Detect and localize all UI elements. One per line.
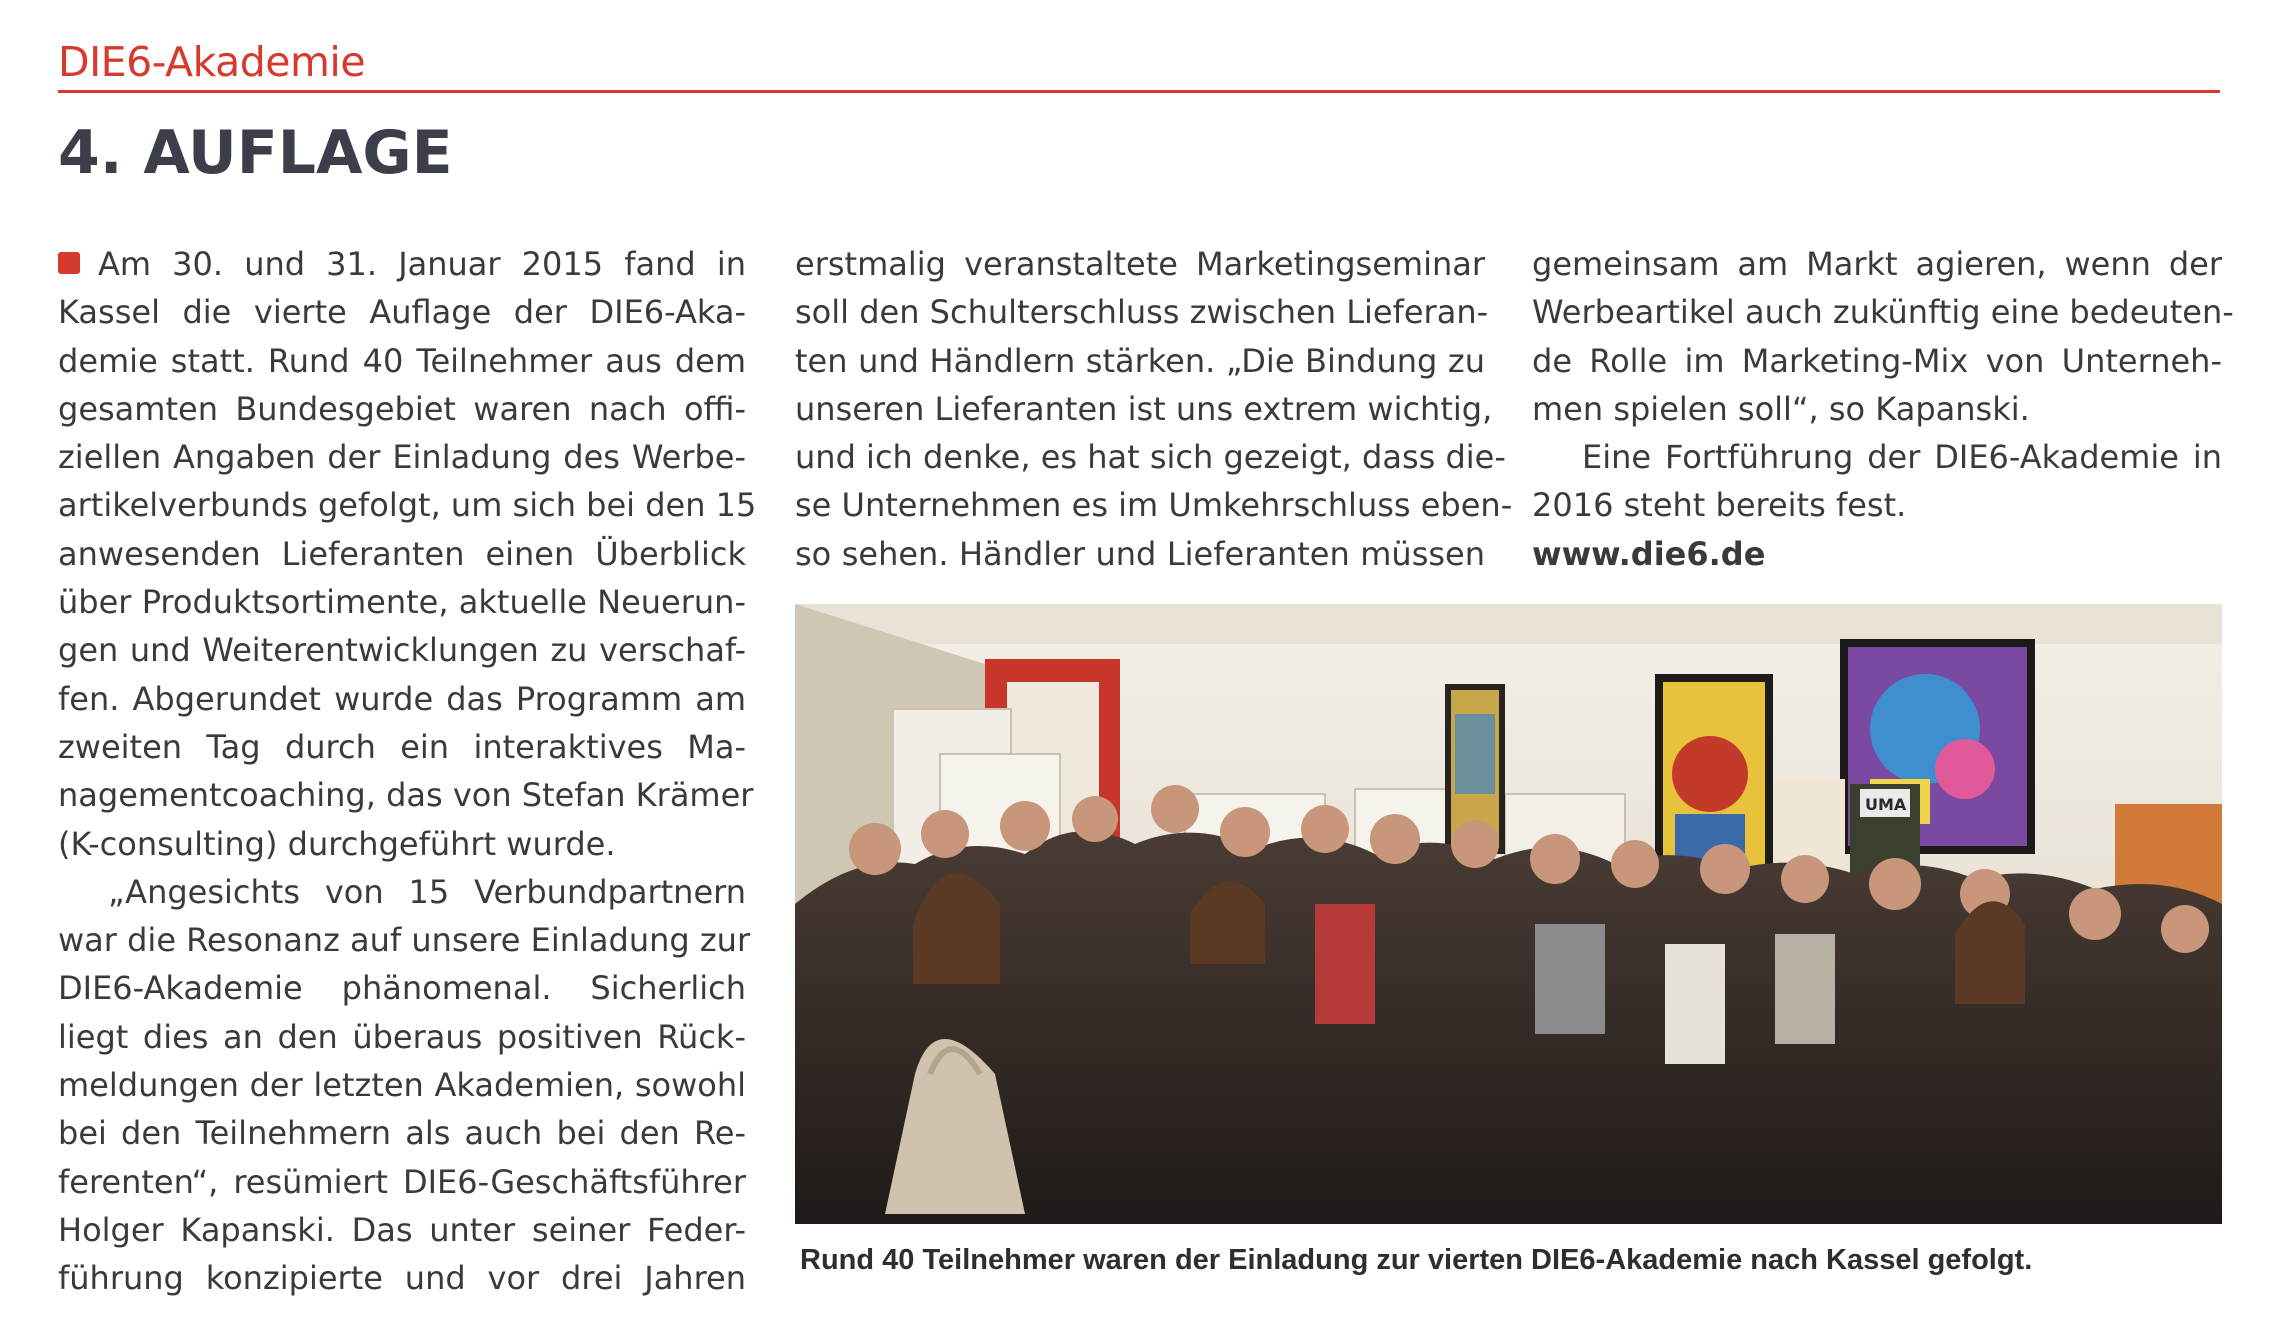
text-line: gesamten Bundesgebiet waren nach offi- [58, 389, 746, 428]
text-line: Werbeartikel auch zukünftig eine bedeuten- [1532, 293, 2234, 332]
text-line: Am 30. und 31. Januar 2015 fand in [58, 240, 746, 288]
text-line: se Unternehmen es im Umkehrschluss eben- [795, 486, 1513, 525]
section-divider [58, 90, 2220, 93]
text-line: bei den Teilnehmern als auch bei den Re- [58, 1114, 746, 1153]
text-line: DIE6-Akademie phänomenal. Sicherlich [58, 969, 746, 1008]
sign-text: UMA [1865, 795, 1907, 814]
text-line: (K-consulting) durchgeführt wurde. [58, 824, 616, 863]
text-line: gen und Weiterentwicklungen zu verschaf- [58, 631, 746, 670]
article-headline: 4. AUFLAGE [58, 118, 453, 188]
text-line: soll den Schulterschluss zwischen Lieferan- [795, 293, 1489, 332]
text-line: demie statt. Rund 40 Teilnehmer aus dem [58, 341, 746, 380]
text-line: meldungen der letzten Akademien, sowohl [58, 1066, 746, 1105]
text-line: erstmalig veranstaltete Marketingseminar [795, 245, 1485, 283]
website-link[interactable]: www.die6.de [1532, 534, 1766, 573]
section-label: DIE6-Akademie [58, 38, 366, 86]
text-line: liegt dies an den überaus positiven Rück- [58, 1017, 746, 1056]
text-line: ferenten“, resümiert DIE6-Geschäftsführer [58, 1162, 746, 1201]
event-photo [795, 604, 2222, 1224]
paragraph-marker-icon [58, 252, 80, 274]
text-line: ziellen Angaben der Einladung des Werbe- [58, 438, 746, 477]
text-line: und ich denke, es hat sich gezeigt, dass die- [795, 438, 1506, 477]
article-column-1 [58, 240, 757, 1303]
text-line: artikelverbunds gefolgt, um sich bei den 15 [58, 486, 757, 525]
text-line: ten und Händlern stärken. „Die Bindung zu [795, 341, 1485, 380]
text-line: de Rolle im Marketing-Mix von Unterneh- [1532, 341, 2222, 380]
text-line: so sehen. Händler und Lieferanten müssen [795, 534, 1485, 573]
text-line: war die Resonanz auf unsere Einladung zur [58, 921, 751, 960]
article-column-3 [1532, 240, 2234, 578]
text-line: gemeinsam am Markt agieren, wenn der [1532, 245, 2222, 283]
text-line: fen. Abgerundet wurde das Programm am [58, 679, 746, 718]
text-line: über Produktsortimente, aktuelle Neuerun- [58, 583, 746, 622]
event-photo-illustration [795, 604, 2222, 1224]
text-line: Holger Kapanski. Das unter seiner Feder- [58, 1210, 746, 1249]
text-line: unseren Lieferanten ist uns extrem wichtig, [795, 389, 1493, 428]
text-line: Eine Fortführung der DIE6-Akademie in [1582, 438, 2222, 477]
text-line: führung konzipierte und vor drei Jahren [58, 1259, 746, 1298]
article-column-2 [795, 240, 1513, 578]
text-line: men spielen soll“, so Kapanski. [1532, 389, 2030, 428]
text-line: zweiten Tag durch ein interaktives Ma- [58, 727, 746, 766]
text-line: nagementcoaching, das von Stefan Krämer [58, 776, 754, 815]
text-line: Kassel die vierte Auflage der DIE6-Aka- [58, 293, 746, 332]
text-line: „Angesichts von 15 Verbundpartnern [108, 872, 746, 911]
text-line: anwesenden Lieferanten einen Überblick [58, 534, 746, 573]
photo-caption: Rund 40 Teilnehmer waren der Einladung zur vierten DIE6-Akademie nach Kassel gefolgt. [800, 1244, 2033, 1276]
text-line: 2016 steht bereits fest. [1532, 486, 1907, 525]
